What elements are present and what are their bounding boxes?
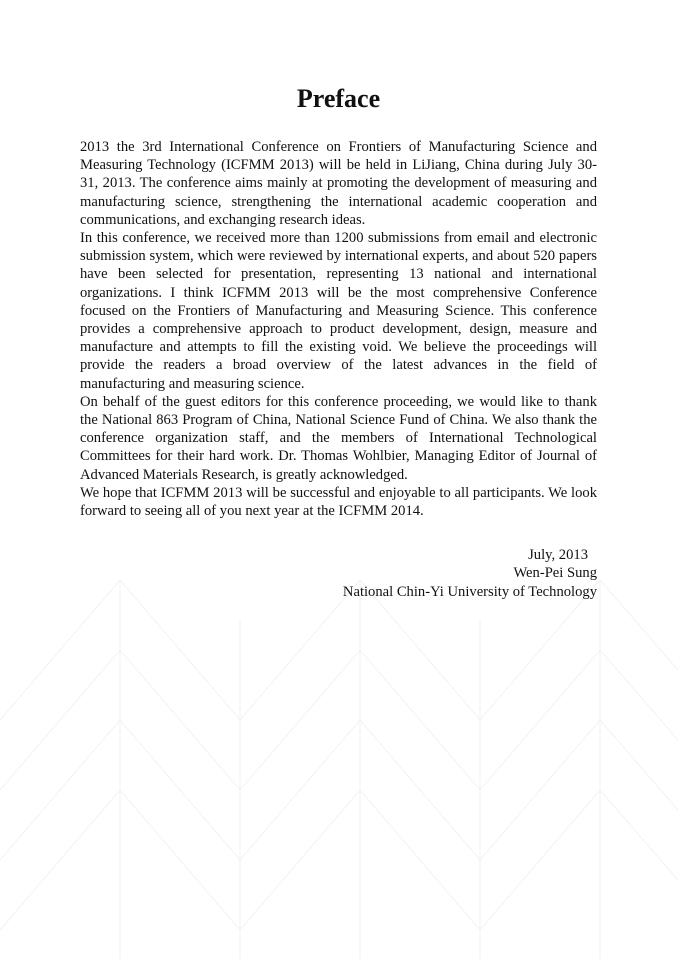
document-page bbox=[80, 80, 597, 601]
paragraph-submissions: In this conference, we received more than 1200 submissions from email and electronic submission system, which were reviewed by international experts, and about 520 papers have been selected for presentation, representing 13 national and international organizations. I think ICFMM 2013 will be the most comprehensive Conference focused on the Frontiers of Manufacturing and Measuring Science. This conference provides a comprehensive approach to product development, design, measure and manufacture and attempts to fill the existing void. We believe the proceedings will provide the readers a broad overview of the latest advances in the field of manufacturing and measuring science. bbox=[80, 230, 597, 392]
paragraph-closing: We hope that ICFMM 2013 will be successful and enjoyable to all participants. We look forward to seeing all of you next year at the ICFMM 2014. bbox=[80, 484, 597, 520]
signature-author: Wen-Pei Sung bbox=[513, 565, 597, 582]
paragraph-introduction: 2013 the 3rd International Conference on Frontiers of Manufacturing Science and Measuring Technology (ICFMM 2013) will be held in LiJiang, China during July 30-31, 2013. The conference aims mainly at promoting the development of measuring and manufacturing science, strengthening the international academic cooperation and communications, and exchanging research ideas. bbox=[80, 139, 597, 228]
signature-date: July, 2013 bbox=[528, 547, 588, 564]
preface-body bbox=[80, 138, 597, 520]
page-title: Preface bbox=[296, 84, 381, 113]
signature-block bbox=[80, 546, 597, 601]
watermark-pattern bbox=[0, 560, 678, 959]
paragraph-acknowledgements: On behalf of the guest editors for this conference proceeding, we would like to thank the National 863 Program of China, National Science Fund of China. We also thank the conference organization staff, and the members of International Technological Committees for their hard work. Dr. Thomas Wohlbier, Managing Editor of Journal of Advanced Materials Research, is greatly acknowledged. bbox=[80, 393, 597, 483]
signature-affiliation: National Chin-Yi University of Technology bbox=[342, 583, 597, 600]
